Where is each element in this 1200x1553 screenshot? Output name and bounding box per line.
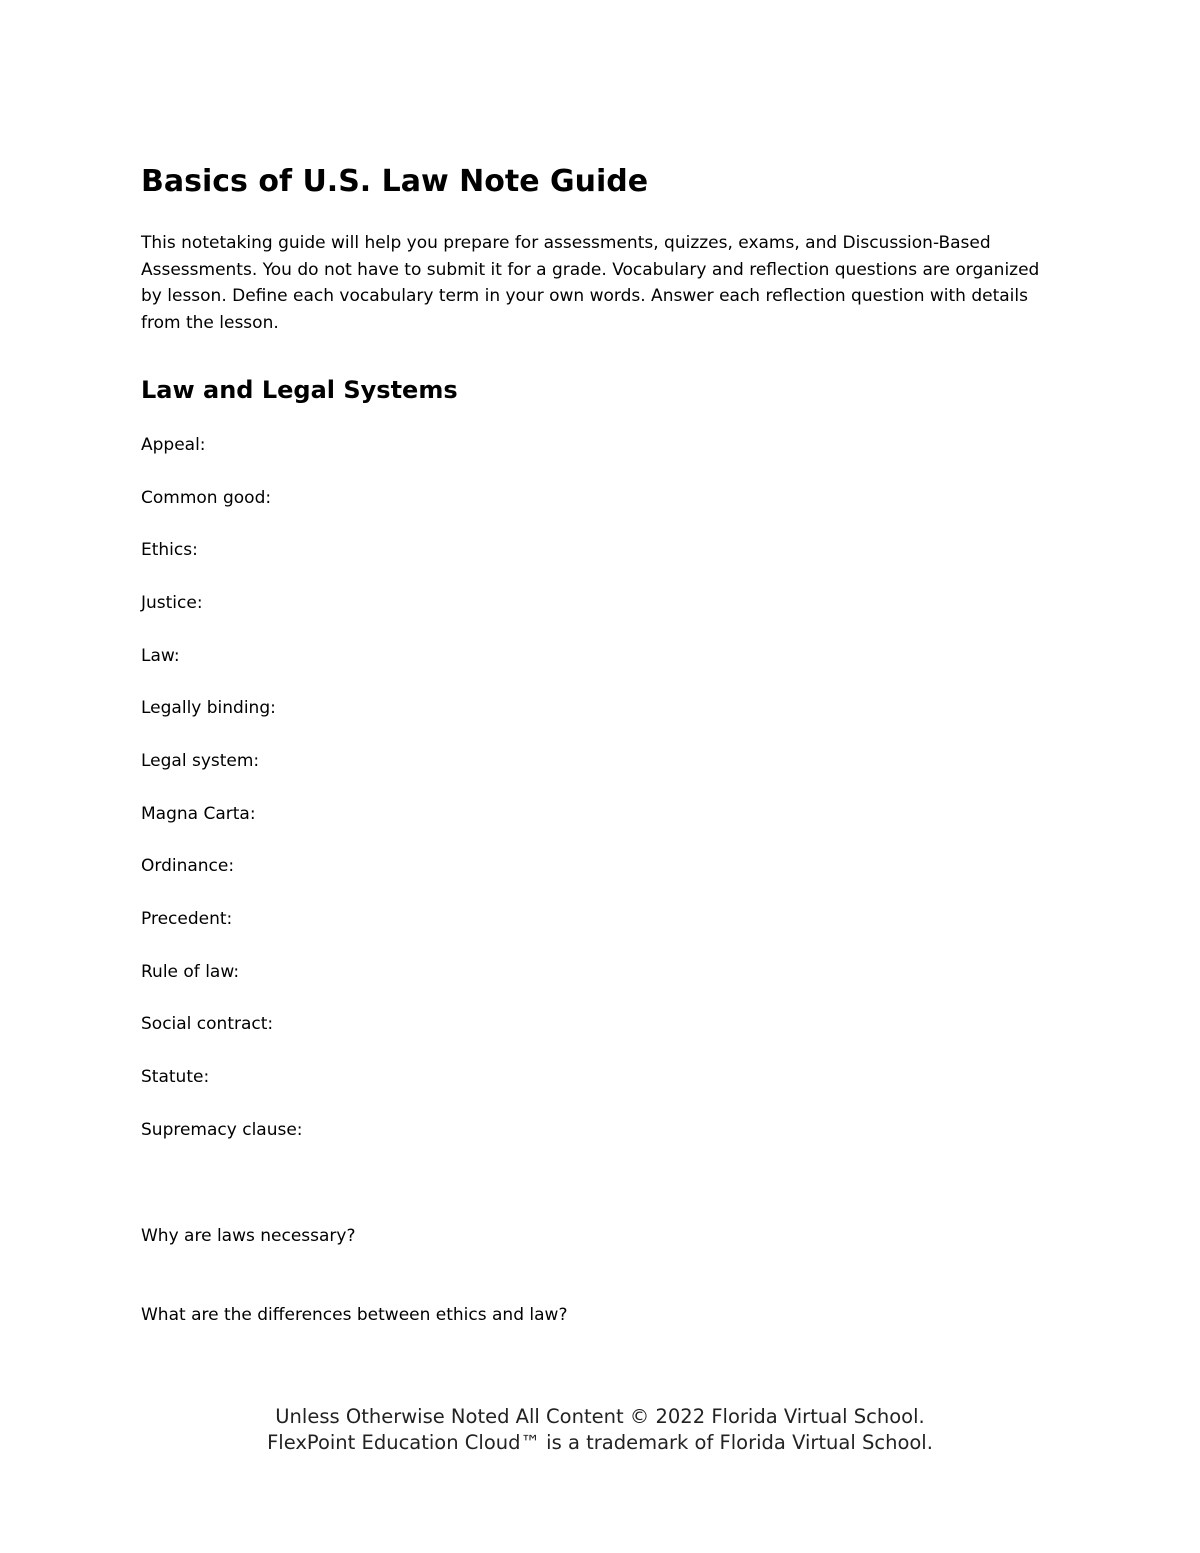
vocabulary-term-justice: Justice: xyxy=(141,593,203,613)
vocabulary-term-ethics: Ethics: xyxy=(141,540,198,560)
vocabulary-term-ordinance: Ordinance: xyxy=(141,856,235,876)
document-title: Basics of U.S. Law Note Guide xyxy=(141,164,649,199)
vocabulary-term-common-good: Common good: xyxy=(141,488,272,508)
copyright-line: Unless Otherwise Noted All Content © 2022 Florida Virtual School. xyxy=(275,1405,925,1428)
vocabulary-term-precedent: Precedent: xyxy=(141,909,233,929)
vocabulary-term-magna-carta: Magna Carta: xyxy=(141,804,256,824)
copyright-footer xyxy=(0,1404,1200,1456)
reflection-question-2: What are the differences between ethics and law? xyxy=(141,1305,568,1325)
vocabulary-term-legal-system: Legal system: xyxy=(141,751,260,771)
vocabulary-term-law: Law: xyxy=(141,646,180,666)
vocabulary-term-supremacy-clause: Supremacy clause: xyxy=(141,1120,303,1140)
vocabulary-term-rule-of-law: Rule of law: xyxy=(141,962,240,982)
intro-paragraph: This notetaking guide will help you prepare for assessments, quizzes, exams, and Discussion-Based Assessments. You do not have to submit it for a grade. Vocabulary and reflection questions are organized by lesson. Define each vocabulary term in your own words. Answer each reflection question with details from the lesson. xyxy=(141,233,1040,333)
section-heading: Law and Legal Systems xyxy=(141,376,458,404)
reflection-question-1: Why are laws necessary? xyxy=(141,1226,356,1246)
vocabulary-term-social-contract: Social contract: xyxy=(141,1014,274,1034)
vocabulary-term-statute: Statute: xyxy=(141,1067,210,1087)
vocabulary-term-legally-binding: Legally binding: xyxy=(141,698,276,718)
trademark-line: FlexPoint Education Cloud™ is a trademark of Florida Virtual School. xyxy=(267,1431,933,1454)
vocabulary-term-appeal: Appeal: xyxy=(141,435,206,455)
